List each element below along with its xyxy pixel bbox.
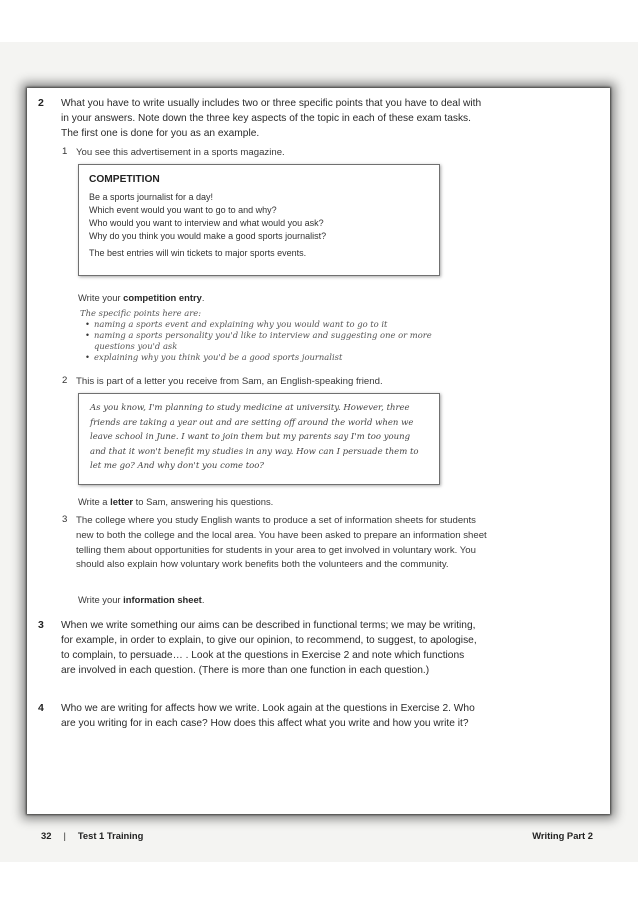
item-3-number: 3 <box>62 514 68 525</box>
handwritten-notes <box>80 308 475 363</box>
competition-line: Why do you think you would make a good sports journalist? <box>89 231 327 241</box>
letter-text: As you know, I'm planning to study medicine at university. However, three friends are taking a year out and are setting off around the world when we leave school in June. I want to join them but my parents say I'm too young and that it won't benefit my studies in any way. How can I persuade them to let me go? And why don't you come too? <box>90 403 419 471</box>
competition-line: Which event would you want to go to and why? <box>89 205 277 215</box>
exercise-2-text: What you have to write usually includes two or three specific points that you have to deal with in your answers. Note down the three key aspects of the topic in each of these exam tasks. The first one is done for you as an example. <box>61 98 482 139</box>
item-2-number: 2 <box>62 375 68 386</box>
footer-separator: | <box>63 830 66 841</box>
exercise-2-number: 2 <box>38 97 44 109</box>
page-number: 32 <box>41 830 52 841</box>
instruction-task: competition entry <box>123 292 202 303</box>
item-3-instruction <box>78 594 204 605</box>
instruction-task: letter <box>110 496 134 507</box>
note-item: • naming a sports event and explaining why you would want to go to it <box>94 319 475 330</box>
item-2-text: This is part of a letter you receive from Sam, an English-speaking friend. <box>76 376 383 387</box>
footer-left <box>41 830 143 841</box>
competition-title: COMPETITION <box>89 174 160 185</box>
section-title: Test 1 Training <box>77 830 144 841</box>
exercise-4-text: Who we are writing for affects how we write. Look again at the questions in Exercise 2. Who are you writing for in each case? How does this affect what you write and how you write it? <box>61 703 475 729</box>
item-3-text: The college where you study English wants to produce a set of information sheets for students new to both the college and the local area. You have been asked to prepare an information sheet telling them about opportunities for students in your area to get involved in voluntary work. You should also explain how voluntary work benefits both the volunteers and the community. <box>76 515 487 571</box>
instruction-suffix: to Sam, answering his questions. <box>133 496 274 507</box>
instruction-prefix: Write your <box>78 594 124 605</box>
notes-heading: The specific points here are: <box>80 308 202 318</box>
exercise-3-number: 3 <box>38 619 44 631</box>
item-2-instruction <box>78 496 273 507</box>
part-title: Writing Part 2 <box>532 830 593 841</box>
competition-line: Be a sports journalist for a day! <box>89 192 214 202</box>
instruction-suffix: . <box>201 292 205 303</box>
footer-right <box>532 830 593 841</box>
note-item: • explaining why you think you'd be a good sports journalist <box>94 352 475 363</box>
letter-box <box>78 393 440 485</box>
exercise-4-number: 4 <box>38 702 44 714</box>
instruction-task: information sheet <box>123 594 202 605</box>
competition-line: Who would you want to interview and what would you ask? <box>89 218 324 228</box>
item-1-number: 1 <box>62 146 68 157</box>
instruction-suffix: . <box>201 594 205 605</box>
competition-advert-box <box>78 164 440 276</box>
note-item: • naming a sports personality you'd like to interview and suggesting one or more questions you'd ask <box>94 330 475 352</box>
instruction-prefix: Write your <box>78 292 124 303</box>
item-1-text: You see this advertisement in a sports magazine. <box>76 147 285 158</box>
competition-line: The best entries will win tickets to major sports events. <box>89 248 307 258</box>
exercise-3-text: When we write something our aims can be described in functional terms; we may be writing, for example, in order to explain, to give our opinion, to recommend, to suggest, to apologise, to complain, to persuade… . Look at the questions in Exercise 2 and note which functions are involved in each question. (There is more than one function in each question.) <box>61 620 477 676</box>
item-1-instruction <box>78 292 204 303</box>
instruction-prefix: Write a <box>78 496 111 507</box>
